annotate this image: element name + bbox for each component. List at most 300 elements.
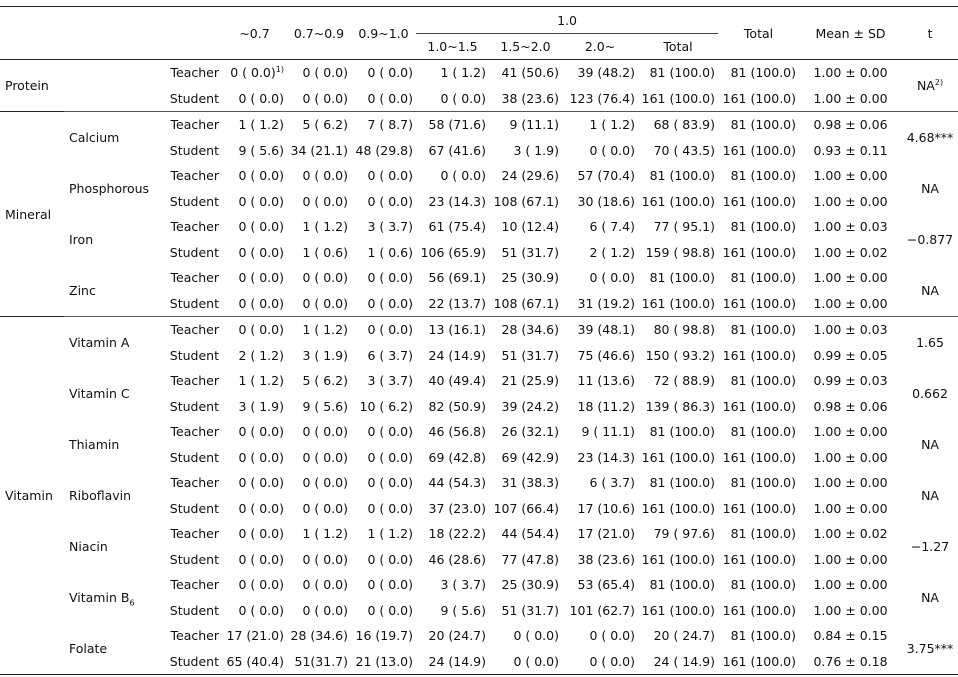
cell-value: 1.00 ± 0.00 xyxy=(813,168,888,184)
data-cell xyxy=(562,265,638,291)
data-cell xyxy=(718,86,799,112)
cell-value: 1 ( 1.2) xyxy=(589,117,635,133)
data-cell xyxy=(287,598,351,624)
data-cell xyxy=(799,572,902,598)
cell-value: 61 (75.4) xyxy=(428,219,486,235)
data-cell xyxy=(489,240,562,266)
cell-value: 53 (65.4) xyxy=(577,577,635,593)
cell-value: 18 (22.2) xyxy=(428,526,486,542)
cell-value: 0 ( 0.0) xyxy=(302,500,348,516)
data-cell xyxy=(562,291,638,317)
data-cell xyxy=(287,649,351,675)
data-cell xyxy=(562,623,638,649)
cell-value: 0.98 ± 0.06 xyxy=(813,398,888,414)
data-cell xyxy=(351,547,416,573)
cell-value: 5 ( 6.2) xyxy=(302,373,348,389)
data-cell xyxy=(416,214,489,240)
data-cell xyxy=(287,214,351,240)
cell-value: 1.00 ± 0.00 xyxy=(813,270,888,286)
row-label: Teacher xyxy=(170,424,219,440)
data-cell xyxy=(638,649,718,675)
data-cell xyxy=(416,163,489,189)
cell-value: 161 (100.0) xyxy=(641,449,716,465)
cell-value: 81 (100.0) xyxy=(730,373,797,389)
cell-value: 81 (100.0) xyxy=(730,322,797,338)
t-value xyxy=(902,368,958,419)
cell-value: 26 (32.1) xyxy=(501,424,559,440)
data-cell xyxy=(416,343,489,369)
data-cell xyxy=(718,368,799,394)
data-cell xyxy=(799,163,902,189)
cell-value: 21 (13.0) xyxy=(355,653,413,669)
t-value xyxy=(902,214,958,265)
cell-value: 81 (100.0) xyxy=(730,475,797,491)
data-cell xyxy=(351,368,416,394)
cell-value: 41 (50.6) xyxy=(501,65,559,81)
data-cell xyxy=(351,598,416,624)
cell-value: 0 ( 0.0) xyxy=(238,500,284,516)
cell-value: 25 (30.9) xyxy=(501,577,559,593)
cell-value: 34 (21.1) xyxy=(290,142,348,158)
cell-value: 39 (48.1) xyxy=(577,322,635,338)
cell-value: 81 (100.0) xyxy=(730,526,797,542)
data-cell xyxy=(351,623,416,649)
cell-value: 6 ( 7.4) xyxy=(589,219,635,235)
data-cell xyxy=(222,623,287,649)
cell-value: 161 (100.0) xyxy=(641,500,716,516)
data-cell xyxy=(351,496,416,522)
data-cell xyxy=(489,623,562,649)
data-cell xyxy=(416,189,489,215)
cell-value: 0 ( 0.0) xyxy=(367,295,413,311)
table-row xyxy=(0,112,958,138)
data-cell xyxy=(222,189,287,215)
data-cell xyxy=(489,547,562,573)
cell-value: 51 (31.7) xyxy=(501,244,559,260)
data-cell xyxy=(287,60,351,86)
t-value-text: 0.662 xyxy=(912,386,948,401)
group-label: Protein xyxy=(0,60,64,112)
cell-value: 51 (31.7) xyxy=(501,602,559,618)
data-cell xyxy=(562,112,638,138)
cell-value: 16 (19.7) xyxy=(355,628,413,644)
data-cell xyxy=(562,86,638,112)
cell-value: 161 (100.0) xyxy=(641,602,716,618)
cell-value: 1.00 ± 0.02 xyxy=(813,526,888,542)
data-cell xyxy=(416,317,489,343)
header-sub-total: Total xyxy=(638,34,718,60)
cell-value: 70 ( 43.5) xyxy=(653,142,716,158)
nutrient-name-text: Folate xyxy=(69,641,108,656)
cell-value: 161 (100.0) xyxy=(641,193,716,209)
cell-value: 1.00 ± 0.00 xyxy=(813,551,888,567)
data-cell xyxy=(638,445,718,471)
data-cell xyxy=(222,470,287,496)
t-value-text: 3.75*** xyxy=(906,641,954,656)
data-cell xyxy=(799,86,902,112)
cell-value: 22 (13.7) xyxy=(428,295,486,311)
data-cell xyxy=(489,112,562,138)
data-cell xyxy=(287,394,351,420)
cell-value: 6 ( 3.7) xyxy=(367,347,413,363)
data-cell xyxy=(718,394,799,420)
data-cell xyxy=(718,623,799,649)
cell-value: 58 (71.6) xyxy=(428,117,486,133)
data-cell xyxy=(351,317,416,343)
nutrient-name xyxy=(64,470,160,521)
data-cell xyxy=(351,649,416,675)
cell-value: 106 (65.9) xyxy=(420,244,486,260)
cell-value: 39 (48.2) xyxy=(577,65,635,81)
cell-value: 161 (100.0) xyxy=(641,90,716,106)
cell-value: 81 (100.0) xyxy=(730,65,797,81)
data-cell xyxy=(351,445,416,471)
data-cell xyxy=(416,572,489,598)
data-cell xyxy=(799,521,902,547)
data-cell xyxy=(416,623,489,649)
row-label: Student xyxy=(169,500,219,516)
data-cell xyxy=(351,189,416,215)
data-cell xyxy=(351,291,416,317)
data-cell xyxy=(416,496,489,522)
data-cell xyxy=(489,496,562,522)
table-row xyxy=(0,572,958,598)
cell-value: 1 ( 1.2) xyxy=(440,65,486,81)
data-cell xyxy=(799,445,902,471)
table-row xyxy=(0,368,958,394)
data-cell xyxy=(638,163,718,189)
cell-value: 31 (38.3) xyxy=(501,475,559,491)
cell-value: 81 (100.0) xyxy=(649,577,716,593)
t-value-text: NA xyxy=(921,437,939,452)
t-value xyxy=(902,163,958,214)
data-cell xyxy=(718,547,799,573)
cell-value: 1 ( 1.2) xyxy=(302,322,348,338)
data-cell xyxy=(718,265,799,291)
t-value-text: 4.68*** xyxy=(906,130,954,145)
row-label: Teacher xyxy=(160,112,222,138)
cell-value: 0 ( 0.0) xyxy=(302,602,348,618)
cell-value: 0 ( 0.0) xyxy=(367,322,413,338)
cell-value: 1.00 ± 0.00 xyxy=(813,449,888,465)
data-cell xyxy=(489,163,562,189)
cell-value: 10 (12.4) xyxy=(501,219,559,235)
footnote-mark: 1) xyxy=(275,65,284,75)
data-cell xyxy=(562,572,638,598)
cell-value: 0 ( 0.0) xyxy=(238,90,284,106)
data-cell xyxy=(489,521,562,547)
t-value-text: 1.65 xyxy=(916,335,944,350)
data-cell xyxy=(638,419,718,445)
row-label: Student xyxy=(169,398,219,414)
data-cell xyxy=(287,138,351,164)
data-cell xyxy=(489,214,562,240)
cell-value: 1 ( 1.2) xyxy=(367,526,413,542)
t-value xyxy=(902,60,958,112)
header-range-1: 0.7~0.9 xyxy=(287,7,351,60)
data-cell xyxy=(489,86,562,112)
cell-value: 0 ( 0.0) xyxy=(589,653,635,669)
data-cell xyxy=(638,317,718,343)
cell-value: 1 ( 1.2) xyxy=(238,373,284,389)
data-cell xyxy=(638,189,718,215)
data-cell xyxy=(222,60,287,86)
data-cell xyxy=(638,240,718,266)
cell-value: 67 (41.6) xyxy=(428,142,486,158)
cell-value: 0 ( 0.0) xyxy=(238,526,284,542)
data-cell xyxy=(718,470,799,496)
data-cell xyxy=(562,496,638,522)
cell-value: 6 ( 3.7) xyxy=(589,475,635,491)
cell-value: 77 ( 95.1) xyxy=(653,219,716,235)
cell-value: 123 (76.4) xyxy=(569,90,635,106)
cell-value: 82 (50.9) xyxy=(428,398,486,414)
data-cell xyxy=(638,138,718,164)
cell-value: 20 ( 24.7) xyxy=(653,628,716,644)
cell-value: 161 (100.0) xyxy=(722,602,797,618)
row-label: Student xyxy=(169,295,219,311)
cell-value: 1 ( 1.2) xyxy=(302,219,348,235)
data-cell xyxy=(562,649,638,675)
cell-value: 39 (24.2) xyxy=(501,398,559,414)
cell-value: 1.00 ± 0.00 xyxy=(813,295,888,311)
cell-value: 1 ( 1.2) xyxy=(302,526,348,542)
data-cell xyxy=(287,112,351,138)
data-cell xyxy=(562,189,638,215)
data-cell xyxy=(287,470,351,496)
cell-value: 1.00 ± 0.00 xyxy=(813,424,888,440)
data-cell xyxy=(222,112,287,138)
data-cell xyxy=(562,317,638,343)
t-value xyxy=(902,112,958,164)
data-cell xyxy=(562,470,638,496)
data-cell xyxy=(718,112,799,138)
header-sub-2: 2.0~ xyxy=(562,34,638,60)
table-row xyxy=(0,265,958,291)
cell-value: 69 (42.8) xyxy=(428,449,486,465)
data-cell xyxy=(287,265,351,291)
cell-value: 3 ( 3.7) xyxy=(367,373,413,389)
data-cell xyxy=(718,572,799,598)
data-cell xyxy=(562,60,638,86)
nutrient-name-text: Zinc xyxy=(69,283,96,298)
cell-value: 161 (100.0) xyxy=(641,295,716,311)
cell-value: 0 ( 0.0) xyxy=(238,551,284,567)
data-cell xyxy=(718,343,799,369)
data-cell xyxy=(222,521,287,547)
cell-value: 51 (31.7) xyxy=(501,347,559,363)
row-label: Teacher xyxy=(160,317,222,343)
nutrient-name xyxy=(64,214,160,265)
data-cell xyxy=(416,394,489,420)
data-cell xyxy=(718,521,799,547)
row-label: Teacher xyxy=(170,577,219,593)
cell-value: 0 ( 0.0) xyxy=(367,424,413,440)
table-row xyxy=(0,623,958,649)
data-cell xyxy=(638,521,718,547)
data-cell xyxy=(718,214,799,240)
header-t: t xyxy=(902,7,958,60)
cell-value: 0 ( 0.0) xyxy=(367,551,413,567)
t-value-text: NA xyxy=(921,488,939,503)
data-cell xyxy=(489,598,562,624)
t-value-text: −0.877 xyxy=(906,232,954,247)
nutrient-name-text: Phosphorous xyxy=(69,181,150,196)
data-cell xyxy=(718,598,799,624)
header-row-1 xyxy=(0,7,958,34)
data-cell xyxy=(287,445,351,471)
cell-value: 57 (70.4) xyxy=(577,168,635,184)
nutrient-name-subscript: 6 xyxy=(129,598,135,608)
row-label: Teacher xyxy=(170,168,219,184)
data-cell xyxy=(416,547,489,573)
data-cell xyxy=(489,265,562,291)
data-cell xyxy=(799,291,902,317)
cell-value: 1.00 ± 0.03 xyxy=(813,219,888,235)
footnote-mark: 2) xyxy=(934,77,944,87)
data-cell xyxy=(799,623,902,649)
cell-value: 161 (100.0) xyxy=(722,90,797,106)
data-cell xyxy=(638,496,718,522)
cell-value: 81 (100.0) xyxy=(730,219,797,235)
data-cell xyxy=(222,368,287,394)
data-cell xyxy=(638,572,718,598)
header-ge1-group: 1.0 xyxy=(416,7,718,34)
data-cell xyxy=(222,317,287,343)
cell-value: 81 (100.0) xyxy=(649,65,716,81)
cell-value: 81 (100.0) xyxy=(730,628,797,644)
cell-value: 24 (29.6) xyxy=(501,168,559,184)
data-cell xyxy=(287,343,351,369)
data-cell xyxy=(562,598,638,624)
row-label: Teacher xyxy=(170,270,219,286)
row-label: Student xyxy=(169,90,219,106)
cell-value: 81 (100.0) xyxy=(649,475,716,491)
cell-value: 77 (47.8) xyxy=(501,551,559,567)
nutrient-name xyxy=(64,572,160,623)
cell-value: 24 (14.9) xyxy=(428,653,486,669)
nutrient-name-text: Iron xyxy=(69,232,94,247)
data-cell xyxy=(718,240,799,266)
data-cell xyxy=(287,86,351,112)
row-label: Teacher xyxy=(170,65,219,81)
t-value xyxy=(902,623,958,675)
data-cell xyxy=(222,138,287,164)
header-total: Total xyxy=(718,7,799,60)
data-cell xyxy=(562,138,638,164)
cell-value: 23 (14.3) xyxy=(577,449,635,465)
cell-value: 161 (100.0) xyxy=(722,398,797,414)
data-cell xyxy=(416,470,489,496)
cell-value: 81 (100.0) xyxy=(730,117,797,133)
nutrient-name-text: Riboflavin xyxy=(69,488,132,503)
cell-value: 17 (21.0) xyxy=(226,628,284,644)
data-cell xyxy=(638,470,718,496)
data-cell xyxy=(638,394,718,420)
cell-value: 150 ( 93.2) xyxy=(645,347,716,363)
row-label: Teacher xyxy=(170,526,219,542)
data-cell xyxy=(718,60,799,86)
data-cell xyxy=(638,547,718,573)
row-label: Student xyxy=(169,602,219,618)
data-cell xyxy=(416,86,489,112)
cell-value: 1 ( 0.6) xyxy=(302,244,348,260)
data-cell xyxy=(638,598,718,624)
cell-value: 139 ( 86.3) xyxy=(645,398,716,414)
cell-value: 0 ( 0.0) xyxy=(302,449,348,465)
cell-value: 3 ( 3.7) xyxy=(367,219,413,235)
nutrient-name-text: Thiamin xyxy=(69,437,120,452)
data-cell xyxy=(562,445,638,471)
data-cell xyxy=(222,496,287,522)
cell-value: 69 (42.9) xyxy=(501,449,559,465)
cell-value: 79 ( 97.6) xyxy=(653,526,716,542)
cell-value: 0 ( 0.0) xyxy=(302,193,348,209)
data-cell xyxy=(287,572,351,598)
data-cell xyxy=(799,214,902,240)
table-row xyxy=(0,419,958,445)
cell-value: 0 ( 0.0) xyxy=(238,602,284,618)
data-cell xyxy=(562,419,638,445)
data-cell xyxy=(799,470,902,496)
table-row xyxy=(0,317,958,343)
cell-value: 0 ( 0.0) xyxy=(302,577,348,593)
cell-value: 159 ( 98.8) xyxy=(645,244,716,260)
cell-value: 0 ( 0.0) xyxy=(513,628,559,644)
cell-value: 1.00 ± 0.00 xyxy=(813,193,888,209)
cell-value: 25 (30.9) xyxy=(501,270,559,286)
cell-value: 161 (100.0) xyxy=(722,500,797,516)
nutrient-adequacy-table xyxy=(0,6,958,675)
cell-value: 48 (29.8) xyxy=(355,142,413,158)
cell-value: 11 (13.6) xyxy=(577,373,635,389)
data-cell xyxy=(351,470,416,496)
group-label: Mineral xyxy=(0,112,64,317)
nutrient-name-text: Vitamin C xyxy=(69,386,130,401)
data-cell xyxy=(416,649,489,675)
data-cell xyxy=(562,394,638,420)
cell-value: 38 (23.6) xyxy=(501,90,559,106)
cell-value: 0 ( 0.0) xyxy=(302,65,348,81)
table-row xyxy=(0,521,958,547)
cell-value: 40 (49.4) xyxy=(428,373,486,389)
data-cell xyxy=(351,394,416,420)
cell-value: 17 (10.6) xyxy=(577,500,635,516)
data-cell xyxy=(799,317,902,343)
data-cell xyxy=(351,265,416,291)
cell-value: 0 ( 0.0) xyxy=(238,295,284,311)
data-cell xyxy=(489,317,562,343)
cell-value: 3 ( 3.7) xyxy=(440,577,486,593)
t-value-text: NA xyxy=(916,78,935,93)
header-sub-1: 1.5~2.0 xyxy=(489,34,562,60)
cell-value: 0 ( 0.0) xyxy=(238,475,284,491)
table-row xyxy=(0,163,958,189)
cell-value: 81 (100.0) xyxy=(649,168,716,184)
cell-value: 0.93 ± 0.11 xyxy=(813,142,888,158)
data-cell xyxy=(222,572,287,598)
header-range-2: 0.9~1.0 xyxy=(351,7,416,60)
data-cell xyxy=(287,317,351,343)
data-cell xyxy=(718,138,799,164)
data-cell xyxy=(287,496,351,522)
data-cell xyxy=(222,265,287,291)
data-cell xyxy=(799,368,902,394)
table-row xyxy=(0,470,958,496)
data-cell xyxy=(416,521,489,547)
cell-value: 1 ( 0.6) xyxy=(367,244,413,260)
cell-value: 0 ( 0.0) xyxy=(302,295,348,311)
